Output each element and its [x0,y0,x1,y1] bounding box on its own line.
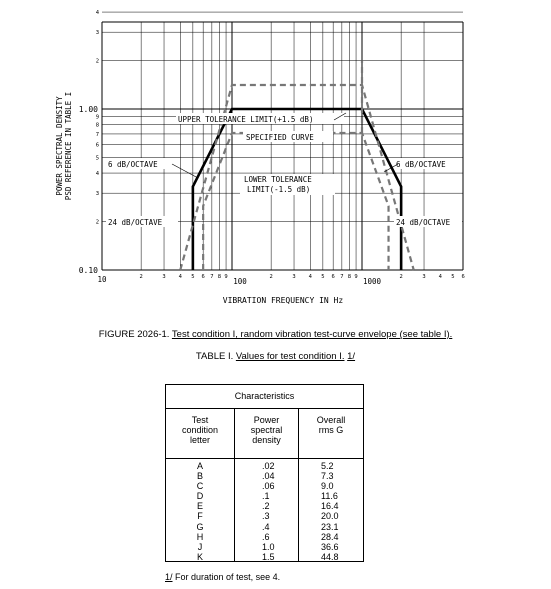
y-tick-label: 3 [95,30,99,37]
y-tick-label: 4 [95,10,99,17]
footnote-text: For duration of test, see 4. [175,572,281,582]
table-cell: 1.5 [262,551,275,562]
table-cell: 44.8 [321,551,339,562]
chart-labels [55,0,465,305]
table-caption-note: 1/ [347,351,356,362]
table-footnote [165,572,280,582]
tolerance-curve [203,133,388,270]
table-cell: 36.6 [321,541,339,552]
table-caption [0,351,551,362]
table-cell: .4 [262,521,270,532]
chart-curves [180,61,413,270]
x-tick-label: 2 [399,274,403,280]
x-tick-label: 9 [354,274,358,280]
y-tick-label: 0.10 [78,266,98,275]
table-cell: .3 [262,511,270,522]
table-cell: 20.0 [321,511,339,522]
y-tick-label: 9 [95,114,99,121]
table-cell: 1.0 [262,541,275,552]
y-axis-label: POWER SPECTRAL DENSITY [55,96,64,196]
x-tick-label: 4 [438,274,442,280]
annotation-upper-tolerance: UPPER TOLERANCE LIMIT(+1.5 dB) [178,115,314,124]
x-tick-label: 5 [321,274,325,280]
x-tick-label: 6 [331,274,335,280]
x-tick-label: 7 [340,274,344,280]
table-cell: A [196,461,203,471]
x-tick-label: 4 [178,274,182,280]
annotation-leader [172,164,198,178]
y-tick-label: 6 [95,142,99,149]
column-header-rms: Overall rms G [299,409,363,459]
x-tick-label: 100 [233,277,247,286]
figure-caption-text: Test condition I, random vibration test-curve envelope (see table I). [171,329,453,340]
y-tick-label: 4 [95,171,99,178]
table-cell: .2 [262,501,270,512]
annotation-lower: LOWER TOLERANCE [244,175,312,184]
x-tick-label: 8 [217,274,222,280]
x-tick-label: 6 [461,274,465,280]
y-axis-label: PSD REFERENCE IN TABLE I [64,91,73,201]
column-header-psd: Power spectral density [235,409,299,459]
table-cell: .06 [262,481,275,492]
annotation-lower: LIMIT(-1.5 dB) [247,185,311,194]
annotation-left-6db: 6 dB/OCTAVE [108,160,158,169]
figure-caption [0,329,551,340]
annotation-specified: SPECIFIED CURVE [246,133,314,142]
table-cell: 11.6 [321,491,338,502]
table-cell: F [197,511,203,522]
table-caption-text: Values for test condition I. [235,351,345,362]
table-caption-prefix: TABLE I. [195,351,234,362]
y-tick-label: 5 [95,155,99,162]
table-cell: G [196,521,204,532]
column-header-letter: Test condition letter [166,409,235,459]
y-tick-label: 2 [95,58,99,65]
table-cell: .04 [262,471,275,482]
column-rms [299,459,363,561]
x-tick-label: 10 [97,275,107,284]
table-cell: J [197,541,203,552]
table-cell: H [196,531,204,542]
table-cell: 9.0 [321,481,334,492]
x-tick-label: 2 [269,274,273,280]
y-tick-label: 8 [95,122,99,129]
column-letter [166,459,235,561]
x-tick-label: 1000 [362,277,382,286]
x-tick-label: 8 [347,274,352,280]
x-tick-label: 3 [162,274,166,280]
y-tick-label: 2 [95,219,99,226]
table-cell: K [196,551,203,562]
table-header: Characteristics [166,385,363,409]
y-tick-label: 7 [95,131,99,138]
table-cell: B [196,471,203,482]
x-tick-label: 9 [224,274,228,280]
x-tick-label: 3 [292,274,296,280]
annotation-right-6db: 6 dB/OCTAVE [396,160,446,169]
table-cell: 28.4 [321,531,339,542]
table-cell: .02 [262,461,275,471]
table-cell: 16.4 [321,501,339,512]
table-cell: 7.3 [321,471,334,482]
table-cell: C [196,481,204,492]
x-tick-label: 3 [422,274,426,280]
column-psd [235,459,299,561]
x-tick-label: 7 [210,274,214,280]
x-tick-label: 5 [191,274,195,280]
x-axis-label: VIBRATION FREQUENCY IN Hz [222,296,344,305]
x-tick-label: 2 [139,274,143,280]
y-tick-label: 1.00 [78,105,98,114]
table-cell: D [196,491,204,502]
figure-caption-prefix: FIGURE 2026-1. [98,329,170,340]
x-tick-label: 5 [451,274,455,280]
footnote-mark: 1/ [165,572,173,582]
y-tick-label: 3 [95,191,99,198]
annotation-left-24db: 24 dB/OCTAVE [108,218,163,227]
table-cell: 23.1 [321,521,339,532]
x-tick-label: 4 [308,274,312,280]
table-cell: .1 [262,491,270,502]
x-tick-label: 6 [201,274,205,280]
annotation-right-24db: 24 dB/OCTAVE [396,218,451,227]
table-cell: E [196,501,203,512]
table-cell: .6 [262,531,270,542]
table-cell: 5.2 [321,461,334,471]
characteristics-table [165,384,364,562]
